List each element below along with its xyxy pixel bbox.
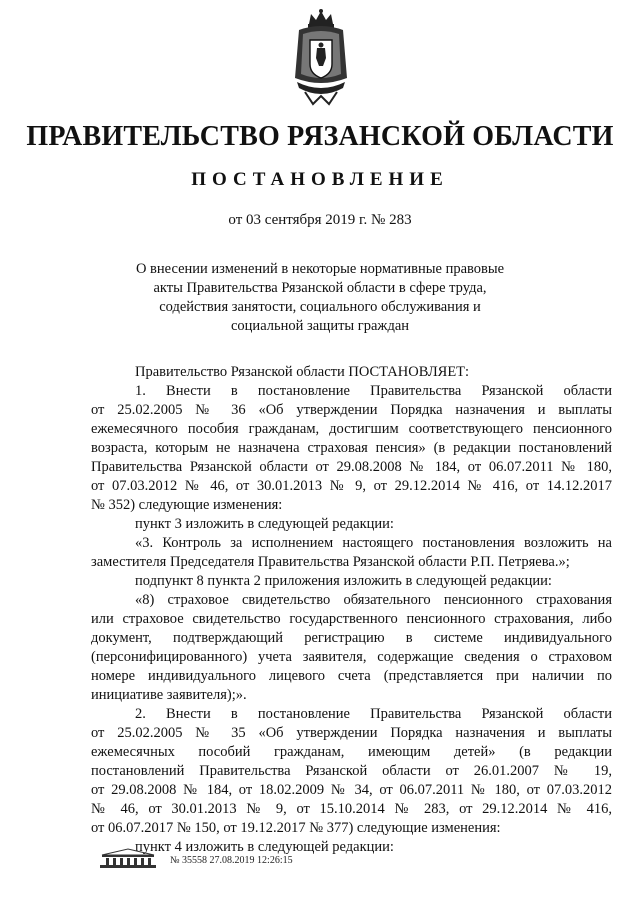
body-line: от 06.07.2017 № 150, от 19.12.2017 № 377) следующие изменения: <box>91 820 501 836</box>
subject-line: содействия занятости, социального обслуживания и <box>159 299 481 315</box>
body-line: № 352) следующие изменения: <box>91 497 283 513</box>
body-line: пункт 4 изложить в следующей редакции: <box>135 839 394 855</box>
body-line: от 29.08.2008 № 184, от 18.02.2009 № 34, от 06.07.2011 № 180, от 07.03.2012 <box>91 782 612 798</box>
body-line: (персонифицированного) учета заявителя, содержащие сведения о страховом <box>91 649 612 665</box>
body-line: пункт 3 изложить в следующей редакции: <box>135 516 394 532</box>
body-line: «8) страховое свидетельство обязательного пенсионного страхования <box>135 592 612 608</box>
body-line: 1. Внести в постановление Правительства Рязанской области <box>135 383 612 399</box>
body-line: подпункт 8 пункта 2 приложения изложить в следующей редакции: <box>135 573 552 589</box>
document-subject <box>0 260 640 336</box>
registration-number: № 35558 27.08.2019 12:26:15 <box>170 855 293 866</box>
body-line: от 25.02.2005 № 36 «Об утверждении Порядка назначения и выплаты <box>91 402 612 418</box>
subject-line: акты Правительства Рязанской области в сфере труда, <box>153 280 487 296</box>
coat-of-arms-icon <box>293 8 349 108</box>
body-line: номере индивидуального лицевого счета (представляется при наличии по <box>91 668 612 684</box>
subject-line: О внесении изменений в некоторые нормативные правовые <box>135 261 505 277</box>
body-line: инициативе заявителя);». <box>91 687 247 703</box>
body-line: или страховое свидетельство государственного пенсионного страхования, либо <box>91 611 612 627</box>
body-line: заместителя Председателя Правительства Рязанской области Р.П. Петряева.»; <box>91 554 570 570</box>
body-line: 2. Внести в постановление Правительства Рязанской области <box>135 706 612 722</box>
subject-line: социальной защиты граждан <box>230 318 410 334</box>
body-line: «3. Контроль за исполнением настоящего постановления возложить на <box>135 535 612 551</box>
body-line: № 46, от 30.01.2013 № 9, от 15.10.2014 № 283, от 29.12.2014 № 416, <box>91 801 612 817</box>
body-line: от 25.02.2005 № 35 «Об утверждении Порядка назначения и выплаты <box>91 725 612 741</box>
body-line: возраста, которым не назначена страховая пенсия» (в редакции постановлений <box>91 440 612 456</box>
registry-stamp-icon <box>98 847 158 869</box>
body-line: постановлений Правительства Рязанской области от 26.01.2007 № 19, <box>91 763 612 779</box>
document-title: ПРАВИТЕЛЬСТВО РЯЗАНСКОЙ ОБЛАСТИ <box>26 121 614 152</box>
body-line: от 07.03.2012 № 46, от 30.01.2013 № 9, от 29.12.2014 № 416, от 14.12.2017 <box>91 478 612 494</box>
body-line: Правительства Рязанской области от 29.08.2008 № 184, от 06.07.2011 № 180, <box>91 459 612 475</box>
document-type: ПОСТАНОВЛЕНИЕ <box>191 169 449 190</box>
body-line: документ, подтверждающий регистрацию в системе индивидуального <box>91 630 612 646</box>
body-line: ежемесячного пособия гражданам, достигшим соответствующего пенсионного <box>91 421 612 437</box>
body-line: ежемесячных пособий гражданам, имеющим детей» (в редакции <box>91 744 612 760</box>
document-date: от 03 сентября 2019 г. № 283 <box>228 212 412 228</box>
body-line: Правительство Рязанской области ПОСТАНОВЛЯЕТ: <box>135 364 470 380</box>
